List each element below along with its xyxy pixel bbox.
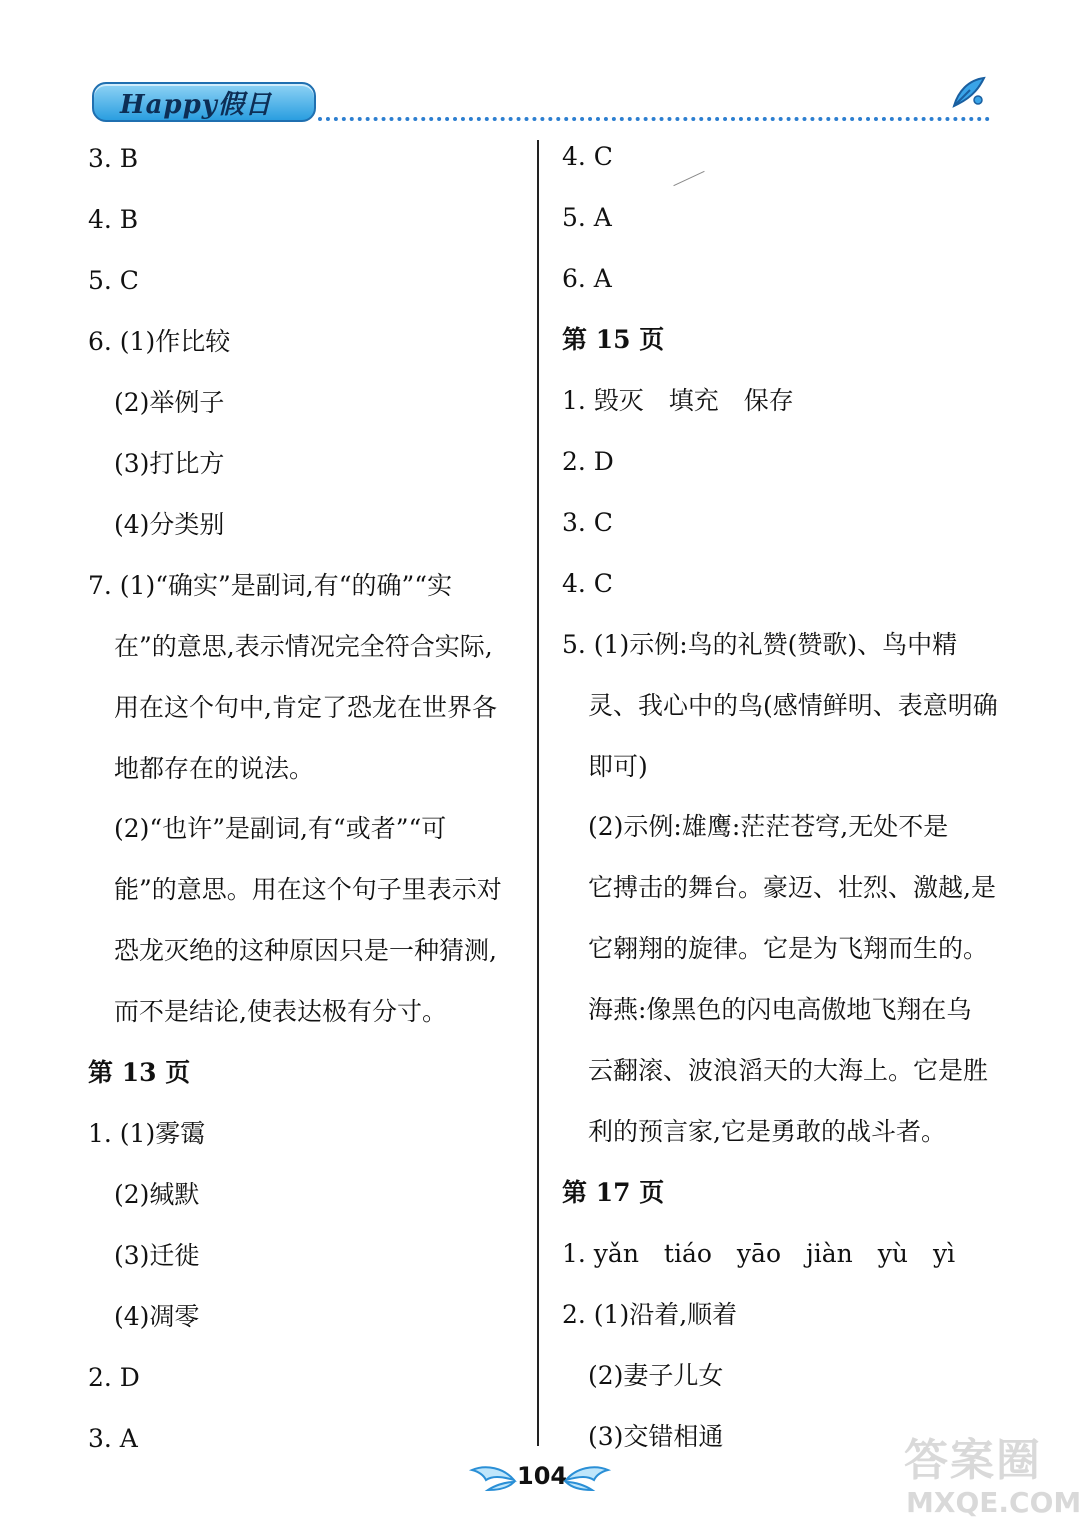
answer-line: 灵、我心中的鸟(感情鲜明、表意明确: [588, 690, 998, 720]
answer-line: (4)分类别: [114, 509, 225, 539]
answer-line: (2)缄默: [114, 1180, 200, 1210]
answer-line: 海燕:像黑色的闪电高傲地飞翔在乌: [588, 995, 972, 1025]
answer-line: 6. (1)作比较: [88, 326, 231, 356]
answer-line: 3. A: [88, 1423, 138, 1453]
column-divider: [537, 140, 539, 1446]
answer-line: 地都存在的说法。: [114, 753, 315, 783]
answer-line: (3)打比方: [114, 448, 225, 478]
answer-line: 5. A: [562, 202, 612, 232]
answer-line: 1. 毁灭 填充 保存: [562, 385, 794, 415]
answer-line: 恐龙灭绝的这种原因只是一种猜测,: [114, 936, 497, 966]
answer-line: (2)“也许”是副词,有“或者”“可: [114, 814, 447, 844]
page-number: 104: [517, 1462, 568, 1490]
watermark-bottom-text: MXQE.COM: [906, 1486, 1081, 1519]
answer-line: 2. D: [88, 1363, 140, 1392]
answer-line: (4)凋零: [114, 1302, 200, 1332]
watermark: [904, 1424, 1081, 1532]
answer-line: 能”的意思。用在这个句子里表示对: [114, 875, 502, 905]
answer-line: 4. C: [562, 142, 613, 171]
right-wing-icon: [564, 1462, 610, 1492]
section-heading: 第 17 页: [562, 1178, 665, 1208]
answer-line: 它翱翔的旋律。它是为飞翔而生的。: [588, 934, 989, 964]
answer-line: 3. C: [562, 507, 613, 537]
answer-line: (3)迁徙: [114, 1241, 200, 1271]
watermark-top-text: 答案圈: [904, 1435, 1042, 1486]
answer-line: (3)交错相通: [588, 1421, 724, 1451]
answer-line: 它搏击的舞台。豪迈、壮烈、激越,是: [588, 873, 996, 903]
answer-line: 而不是结论,使表达极有分寸。: [114, 997, 447, 1027]
page-footer: [470, 1458, 610, 1498]
header-title: Happy假日: [120, 89, 272, 120]
answer-line: 1. yǎn tiáo yāo jiàn yù yì: [562, 1239, 956, 1269]
answer-line: 5. C: [88, 265, 139, 295]
answer-line: 即可): [588, 751, 648, 781]
answer-line: (2)示例:雄鹰:茫茫苍穹,无处不是: [588, 812, 949, 842]
answer-line: 6. A: [562, 263, 612, 293]
answer-line: 3. B: [88, 144, 139, 173]
section-heading: 第 13 页: [88, 1058, 191, 1088]
header-badge: [92, 82, 316, 122]
answer-line: (2)举例子: [114, 387, 225, 417]
answer-line: 在”的意思,表示情况完全符合实际,: [114, 631, 493, 661]
answer-line: 云翻滚、波浪滔天的大海上。它是胜: [588, 1056, 989, 1086]
left-wing-icon: [470, 1462, 516, 1492]
answer-line: (2)妻子儿女: [588, 1361, 724, 1390]
section-heading: 第 15 页: [562, 324, 665, 354]
answer-line: 利的预言家,它是勇敢的战斗者。: [588, 1117, 946, 1147]
answer-line: 4. C: [562, 568, 613, 598]
feather-pen-icon: [948, 74, 988, 110]
answer-line: 用在这个句中,肯定了恐龙在世界各: [114, 692, 497, 722]
answer-line: 1. (1)雾霭: [88, 1119, 206, 1149]
answer-line: 2. (1)沿着,顺着: [562, 1300, 738, 1330]
header-dotted-line: [318, 117, 990, 121]
answer-line: 5. (1)示例:鸟的礼赞(赞歌)、鸟中精: [562, 629, 958, 659]
stray-pen-mark: [673, 171, 704, 186]
answer-line: 4. B: [88, 204, 139, 234]
answer-line: 7. (1)“确实”是副词,有“的确”“实: [88, 570, 453, 600]
answer-line: 2. D: [562, 446, 614, 476]
